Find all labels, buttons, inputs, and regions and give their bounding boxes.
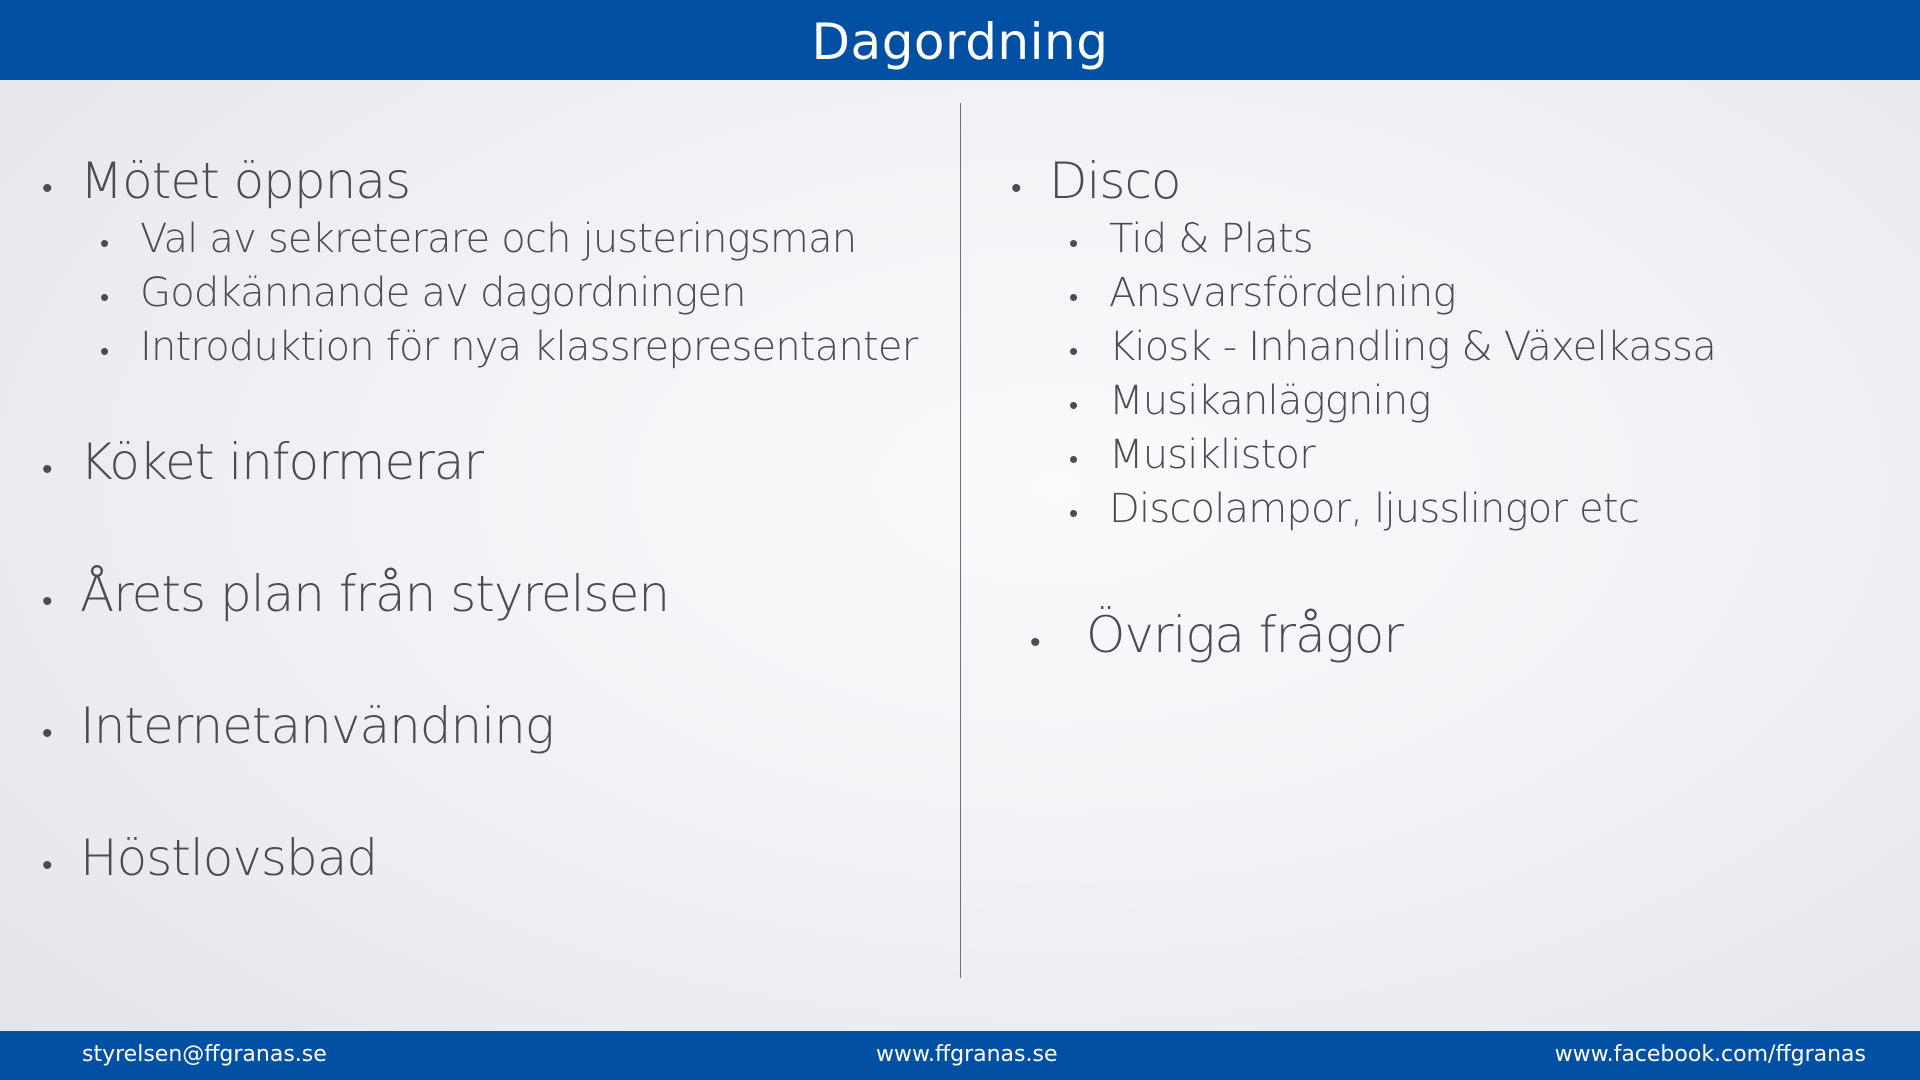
header-bar: [0, 0, 1920, 80]
agenda-item: [42, 152, 410, 210]
agenda-subitem: [100, 324, 917, 370]
agenda-item: [42, 697, 554, 755]
agenda-subitem-label: Godkännande av dagordningen: [140, 270, 746, 316]
bullet-icon: •: [1069, 283, 1078, 313]
agenda-item-label: Övriga frågor: [1086, 606, 1403, 664]
bullet-icon: •: [1069, 445, 1078, 475]
agenda-item-label: Internetanvändning: [80, 697, 554, 755]
agenda-subitem: [1069, 324, 1716, 370]
agenda-subitem: [1069, 486, 1639, 532]
bullet-icon: •: [42, 171, 52, 206]
footer-email-link[interactable]: styrelsen@ffgranas.se: [82, 1042, 327, 1067]
agenda-subitem-label: Discolampor, ljusslingor etc: [1109, 486, 1639, 532]
bullet-icon: •: [42, 716, 52, 751]
agenda-subitem-label: Ansvarsfördelning: [1109, 270, 1456, 316]
bullet-icon: •: [100, 229, 109, 259]
bullet-icon: •: [1069, 391, 1078, 421]
bullet-icon: •: [100, 337, 109, 367]
agenda-item-label: Disco: [1049, 152, 1181, 210]
bullet-icon: •: [1030, 625, 1040, 660]
bullet-icon: •: [1069, 229, 1078, 259]
agenda-subitem-label: Kiosk - Inhandling & Växelkassa: [1109, 324, 1716, 370]
agenda-item: [1011, 152, 1181, 210]
agenda-subitem: [100, 216, 856, 262]
agenda-subitem: [1069, 432, 1315, 478]
agenda-subitem: [1069, 378, 1431, 424]
agenda-subitem-label: Introduktion för nya klassrepresentanter: [140, 324, 918, 370]
agenda-item: [42, 829, 377, 887]
bullet-icon: •: [42, 584, 52, 619]
agenda-item: [1030, 606, 1403, 664]
agenda-subitem-label: Tid & Plats: [1109, 216, 1313, 262]
agenda-item: [42, 433, 483, 491]
bullet-icon: •: [1069, 337, 1078, 367]
bullet-icon: •: [42, 848, 52, 883]
agenda-subitem-label: Val av sekreterare och justeringsman: [140, 216, 857, 262]
agenda-subitem: [1069, 270, 1456, 316]
agenda-subitem-label: Musikanläggning: [1109, 378, 1431, 424]
page-title: Dagordning: [811, 13, 1109, 71]
agenda-subitem-label: Musiklistor: [1109, 432, 1315, 478]
bullet-icon: •: [1069, 499, 1078, 529]
agenda-subitem: [100, 270, 746, 316]
agenda-item: [42, 565, 669, 623]
footer-facebook-link[interactable]: www.facebook.com/ffgranas: [1554, 1042, 1866, 1067]
agenda-item-label: Årets plan från styrelsen: [80, 565, 670, 623]
agenda-item-label: Höstlovsbad: [80, 829, 378, 887]
bullet-icon: •: [42, 452, 52, 487]
column-divider: [960, 103, 961, 978]
agenda-subitem: [1069, 216, 1313, 262]
agenda-item-label: Mötet öppnas: [80, 152, 411, 210]
footer-bar: [0, 1031, 1920, 1080]
bullet-icon: •: [100, 283, 109, 313]
footer-website-link[interactable]: www.ffgranas.se: [876, 1042, 1058, 1067]
bullet-icon: •: [1011, 171, 1021, 206]
agenda-item-label: Köket informerar: [80, 433, 483, 491]
